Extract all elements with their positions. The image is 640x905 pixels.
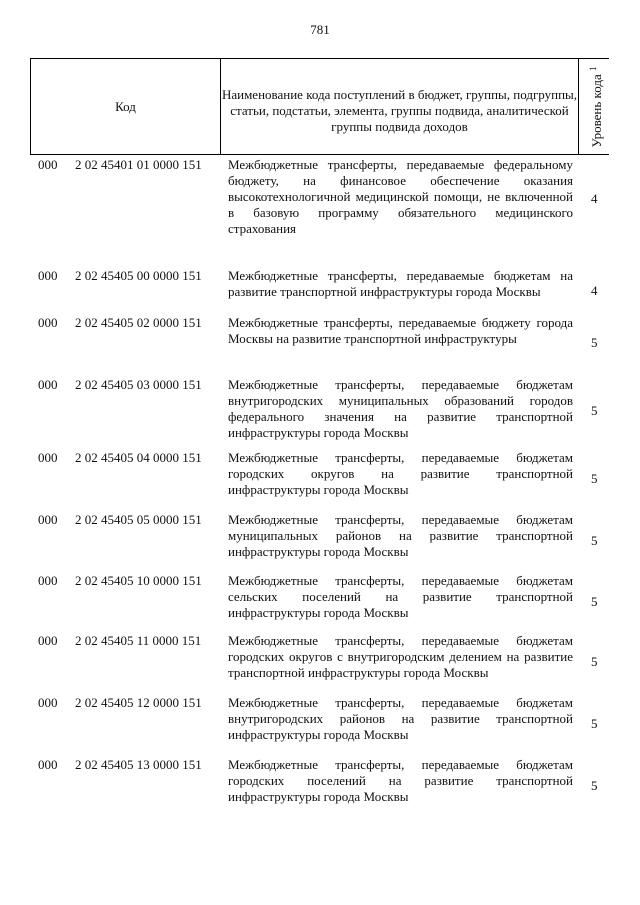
row-name: Межбюджетные трансферты, передаваемые бюджетам городских поселений на развитие транспортной инфраструктуры города Москвы: [228, 757, 573, 804]
row-prefix: 000: [38, 157, 58, 172]
row-level: 4: [591, 191, 598, 206]
row-prefix: 000: [38, 268, 58, 283]
row-name: Межбюджетные трансферты, передаваемые бюджетам городских округов с внутригородским делением на развитие транспортной инфраструктуры города Москвы: [228, 633, 573, 680]
row-code: 2 02 45405 12 0000 151: [75, 695, 202, 710]
row-level: 5: [591, 654, 598, 669]
row-level: 5: [591, 778, 598, 793]
row-name: Межбюджетные трансферты, передаваемые бюджетам внутригородских муниципальных образований городов федерального значения на развитие транспортной инфраструктуры города Москвы: [228, 377, 573, 440]
row-code: 2 02 45405 03 0000 151: [75, 377, 202, 392]
row-prefix: 000: [38, 377, 58, 392]
header-level-label: Уровень кода: [588, 73, 604, 147]
row-code: 2 02 45405 10 0000 151: [75, 573, 202, 588]
row-code: 2 02 45405 04 0000 151: [75, 450, 202, 465]
row-prefix: 000: [38, 512, 58, 527]
header-code: Код: [31, 59, 221, 154]
row-code: 2 02 45405 05 0000 151: [75, 512, 202, 527]
row-name: Межбюджетные трансферты, передаваемые бюджетам на развитие транспортной инфраструктуры города Москвы: [228, 268, 573, 299]
header-name: Наименование кода поступлений в бюджет, группы, подгруппы, статьи, подстатьи, элемента, группы подвида, аналитической группы подвида доходов: [221, 59, 579, 154]
row-level: 5: [591, 533, 598, 548]
row-level: 5: [591, 471, 598, 486]
header-level: [580, 59, 609, 154]
row-name: Межбюджетные трансферты, передаваемые бюджетам муниципальных районов на развитие транспортной инфраструктуры города Москвы: [228, 512, 573, 559]
row-prefix: 000: [38, 757, 58, 772]
row-code: 2 02 45405 02 0000 151: [75, 315, 202, 330]
row-code: 2 02 45401 01 0000 151: [75, 157, 202, 172]
row-level: 5: [591, 594, 598, 609]
row-prefix: 000: [38, 695, 58, 710]
row-prefix: 000: [38, 450, 58, 465]
row-level: 4: [591, 283, 598, 298]
row-prefix: 000: [38, 315, 58, 330]
row-prefix: 000: [38, 633, 58, 648]
row-code: 2 02 45405 13 0000 151: [75, 757, 202, 772]
row-prefix: 000: [38, 573, 58, 588]
table-header: [30, 58, 609, 155]
row-name: Межбюджетные трансферты, передаваемые бюджетам сельских поселений на развитие транспортной инфраструктуры города Москвы: [228, 573, 573, 620]
row-name: Межбюджетные трансферты, передаваемые бюджету города Москвы на развитие транспортной инфраструктуры: [228, 315, 573, 346]
row-name: Межбюджетные трансферты, передаваемые бюджетам городских округов на развитие транспортной инфраструктуры города Москвы: [228, 450, 573, 497]
row-name: Межбюджетные трансферты, передаваемые бюджетам внутригородских районов на развитие транспортной инфраструктуры города Москвы: [228, 695, 573, 742]
row-level: 5: [591, 403, 598, 418]
row-level: 5: [591, 716, 598, 731]
row-level: 5: [591, 335, 598, 350]
row-code: 2 02 45405 00 0000 151: [75, 268, 202, 283]
row-name: Межбюджетные трансферты, передаваемые федеральному бюджету, на финансовое обеспечение оказания высокотехнологичной медицинской помощи, не включенной в базовую программу обязательного медицинского страхования: [228, 157, 573, 236]
page-number: 781: [310, 22, 330, 37]
row-code: 2 02 45405 11 0000 151: [75, 633, 202, 648]
header-level-footnote: 1: [587, 66, 598, 71]
